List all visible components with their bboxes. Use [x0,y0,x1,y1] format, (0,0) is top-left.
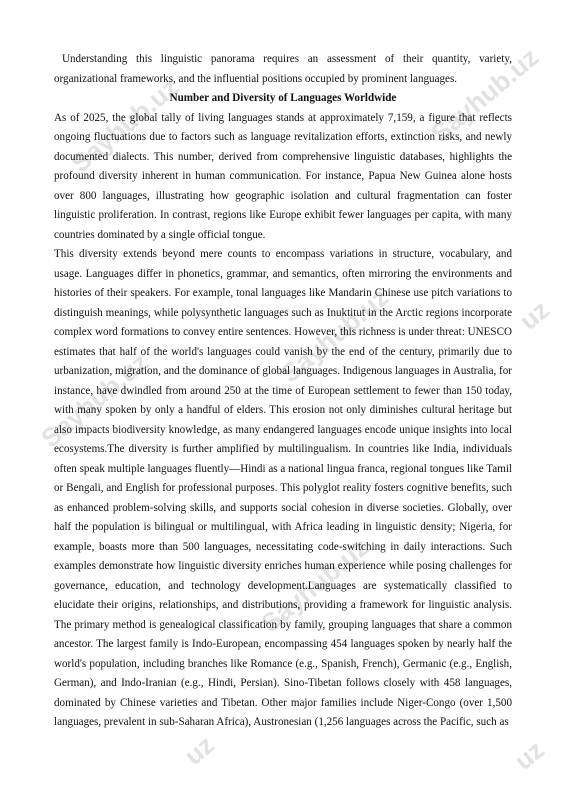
intro-paragraph: Understanding this linguistic panorama requires an assessment of their quantity, variety, organizational frameworks, and the influential positions occupied by prominent languages. [54,53,512,85]
document-page [54,50,512,733]
body-paragraph-1: As of 2025, the global tally of living languages stands at approximately 7,159, a figure that reflects ongoing fluctuations due to factors such as language revitalization efforts, extinction risks, and newly documented dialects. This number, derived from comprehensive linguistic databases, highlights the profound diversity inherent in human communication. For instance, Papua New Guinea alone hosts over 800 languages, illustrating how geographic isolation and cultural fragmentation can foster linguistic proliferation. In contrast, regions like Europe exhibit fewer languages per capita, with many countries dominated by a single official tongue. [54,111,512,241]
watermark-text: uz [508,734,550,776]
watermark-logo: Sayhub.uz [255,531,375,639]
watermark-text: uz [178,729,220,771]
watermark-logo: Sayhub.uz [425,41,545,149]
watermark-text: uz [513,294,555,336]
watermark-logo: Sayhub.uz [35,346,155,454]
body-paragraph-2: This diversity extends beyond mere counts to encompass variations in structure, vocabulary, and usage. Languages differ in phonetics, grammar, and semantics, often mirroring the environments and histories of their speakers. For example, tonal languages like Mandarin Chinese use pitch variations to distinguish meanings, while polysynthetic languages such as Inuktitut in the Arctic regions incorporate complex word formations to convey entire sentences. However, this richness is under threat: UNESCO estimates that half of the world's languages could vanish by the end of the century, primarily due to urbanization, migration, and the dominance of global languages. Indigenous languages in Australia, for instance, have dwindled from around 250 at the time of European settlement to fewer than 150 today, with many spoken by only a handful of elders. This erosion not only diminishes cultural heritage but also impacts biodiversity knowledge, as many endangered languages encode unique insights into local ecosystems.The diversity is further amplified by multilingualism. In countries like India, individuals often speak multiple languages fluently—Hindi as a national lingua franca, regional tongues like Tamil or Bengali, and English for professional purposes. This polyglot reality fosters cognitive benefits, such as enhanced problem-solving skills, and supports social cohesion in diverse societies. Globally, over half the population is bilingual or multilingual, with Africa leading in linguistic density; Nigeria, for example, boasts more than 500 languages, necessitating code-switching in daily interactions. Such examples demonstrate how linguistic diversity enriches human experience while posing challenges for governance, education, and technology development.Languages are systematically classified to elucidate their origins, relationships, and distributions, providing a framework for linguistic analysis. The primary method is genealogical classification by family, grouping languages that share a common ancestor. The largest family is Indo-European, encompassing 454 languages spoken by nearly half the world's population, including branches like Romance (e.g., Spanish, French), Germanic (e.g., English, German), and Indo-Iranian (e.g., Hindi, Persian). Sino-Tibetan follows closely with 458 languages, dominated by Chinese varieties and Tibetan. Other major families include Niger-Congo (over 1,500 languages, prevalent in sub-Saharan Africa), Austronesian (1,256 languages across the Pacific, such as [54,248,512,728]
watermark-logo: Sayhub.uz [65,71,185,179]
watermark-logo: Sayhub.uz [275,281,395,389]
section-heading: Number and Diversity of Languages Worldwide [169,92,397,104]
